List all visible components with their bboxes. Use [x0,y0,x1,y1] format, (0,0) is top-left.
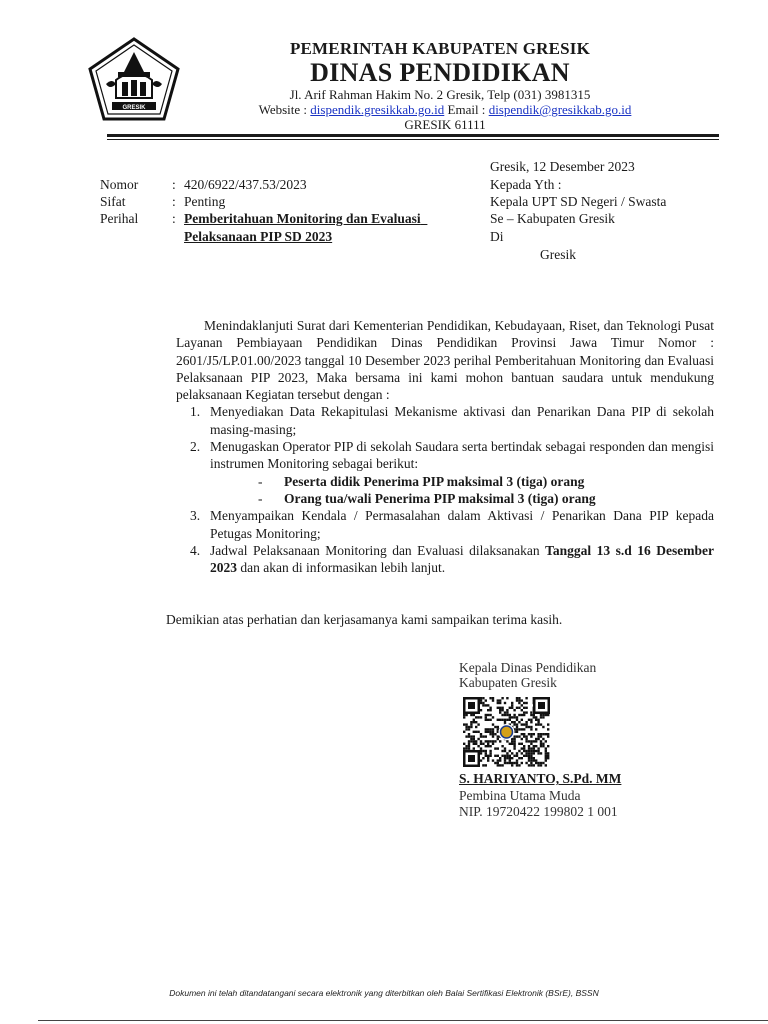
perihal-colon: : [172,211,176,226]
signatory-name: S. HARIYANTO, S.Pd. MM [459,771,622,786]
email-label: Email : [444,102,489,117]
nomor-value: 420/6922/437.53/2023 [184,177,307,192]
request-list [176,403,714,472]
addressee-place: Gresik [540,247,576,262]
website-label: Website : [258,102,311,117]
kepada-label: Kepada Yth : [490,177,562,192]
sifat-label: Sifat [100,194,126,209]
list-item-text: Menyediakan Data Rekapitulasi Mekanisme aktivasi dan Penarikan Dana PIP di sekolah masing-masing; [210,404,714,437]
sub-item-dash: - [258,490,263,506]
list-item-number: 3. [190,508,201,524]
signatory-title-2: Kabupaten Gresik [459,675,557,690]
signatory-nip: NIP. 19720422 199802 1 001 [459,804,618,819]
letterhead-contact [240,102,650,118]
letterhead-city-postal: GRESIK 61111 [404,117,486,132]
perihal-line1-text: Pemberitahuan Monitoring dan Evaluasi [184,211,421,226]
closing-sentence: Demikian atas perhatian dan kerjasamanya kami sampaikan terima kasih. [166,612,563,627]
list-item-number: 2. [190,439,201,455]
addressee-recipient: Kepala UPT SD Negeri / Swasta [490,194,667,209]
list-item [176,438,714,473]
nomor-colon: : [172,177,176,192]
logo-text: GRESIK [122,105,146,111]
letterhead-address: Jl. Arif Rahman Hakim No. 2 Gresik, Telp (031) 3981315 [289,87,591,102]
letter-date: Gresik, 12 Desember 2023 [490,159,635,174]
list-item-number: 4. [190,542,201,558]
perihal-line2-text: Pelaksanaan PIP SD 2023 [184,229,333,244]
letterhead-rule-thick [107,134,719,137]
perihal-line1 [184,210,427,227]
list-item-text-bold: Tanggal 13 s.d 16 Desember 2023 [210,542,714,576]
intro-paragraph: Menindaklanjuti Surat dari Kementerian Pendidikan, Kebudayaan, Riset, dan Teknologi Pusat Layanan Pembiayaan Pendidikan Dinas Pendidikan Provinsi Jawa Timur Nomor : 2601/J5/LP.01.00/2023 tanggal 10 Desember 2023 perihal Pemberitahuan Monitoring dan Evaluasi Pelaksanaan PIP 2023, Maka bersama ini kami mohon bantuan saudara untuk mendukung pelaksanaan Kegiatan tersebut dengan : [176,318,714,403]
list-item [176,542,714,577]
sub-item-dash: - [258,473,263,489]
addressee-di: Di [490,229,504,244]
request-list-continued [176,507,714,576]
list-item-text: Menyampaikan Kendala / Permasalahan dalam Aktivasi / Penarikan Dana PIP kepada Petugas Monitoring; [210,508,714,541]
letterhead-rule-thin [107,139,719,140]
nomor-label: Nomor [100,177,139,192]
sub-item [176,473,714,490]
list-item-text: Menugaskan Operator PIP di sekolah Saudara serta bertindak sebagai responden dan mengisi instrumen Monitoring sebagai berikut: [210,439,714,472]
esign-footer-note: Dokumen ini telah ditandatangani secara elektronik yang diterbitkan oleh Balai Sertifikasi Elektronik (BSrE), BSSN [169,988,599,998]
gresik-regency-emblem-icon [84,36,184,126]
addressee-scope: Se – Kabupaten Gresik [490,211,615,226]
letter-body [176,317,714,576]
sub-item-text: Orang tua/wali Penerima PIP maksimal 3 (tiga) orang [284,490,596,506]
list-item [176,403,714,438]
website-link[interactable]: dispendik.gresikkab.go.id [310,102,445,117]
list-item-text-pre: Jadwal Pelaksanaan Monitoring dan Evaluasi dilaksanakan [210,542,546,558]
sifat-colon: : [172,194,176,209]
footer-rule [38,1020,768,1021]
qr-code-icon [463,697,550,767]
list-item-text-post: dan akan di informasikan lebih lanjut. [237,560,446,576]
sub-item-text: Peserta didik Penerima PIP maksimal 3 (tiga) orang [284,473,585,489]
perihal-line2 [184,228,332,245]
list-item-number: 1. [190,404,201,420]
letterhead-government: PEMERINTAH KABUPATEN GRESIK [289,39,591,58]
list-item [176,507,714,542]
sifat-value: Penting [184,194,226,209]
perihal-label: Perihal [100,211,139,226]
letterhead-agency: DINAS PENDIDIKAN [310,58,570,87]
signatory-title-1: Kepala Dinas Pendidikan [459,660,597,675]
signatory-rank: Pembina Utama Muda [459,788,581,803]
sub-item [176,490,714,507]
email-link[interactable]: dispendik@gresikkab.go.id [488,102,632,117]
